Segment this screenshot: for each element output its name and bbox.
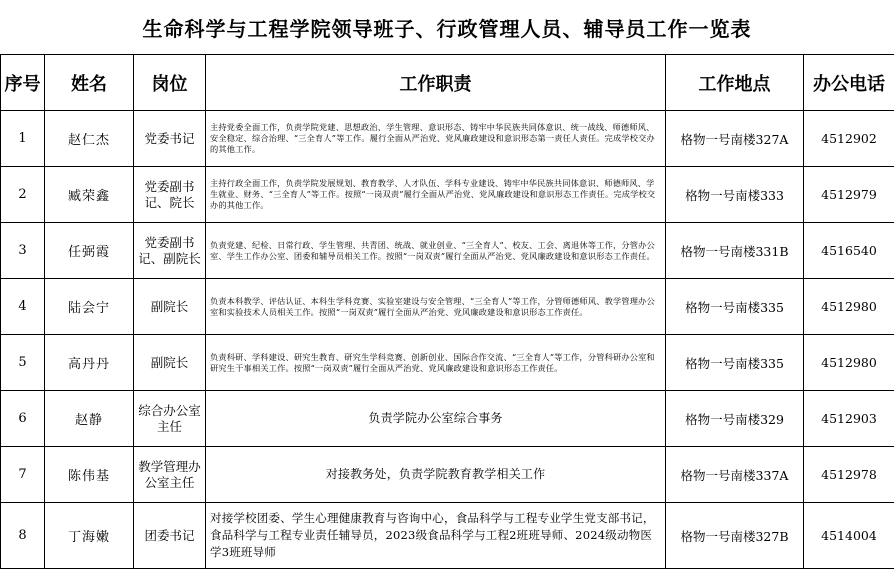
cell-location: 格物一号南楼333 xyxy=(666,167,804,223)
table-row xyxy=(1,167,894,223)
cell-num: 1 xyxy=(1,111,45,167)
header-duty: 工作职责 xyxy=(206,55,666,111)
cell-name: 丁海嫩 xyxy=(45,503,134,569)
header-num: 序号 xyxy=(1,55,45,111)
cell-phone: 4514004 xyxy=(804,503,894,569)
staff-table xyxy=(0,54,894,569)
cell-num: 2 xyxy=(1,167,45,223)
header-location: 工作地点 xyxy=(666,55,804,111)
cell-num: 3 xyxy=(1,223,45,279)
cell-location: 格物一号南楼331B xyxy=(666,223,804,279)
header-name: 姓名 xyxy=(45,55,134,111)
table-row xyxy=(1,391,894,447)
cell-phone: 4512980 xyxy=(804,279,894,335)
cell-post: 副院长 xyxy=(134,335,206,391)
cell-name: 陆会宁 xyxy=(45,279,134,335)
cell-phone: 4512902 xyxy=(804,111,894,167)
cell-name: 陈伟基 xyxy=(45,447,134,503)
cell-location: 格物一号南楼327A xyxy=(666,111,804,167)
cell-duty: 对接教务处，负责学院教育教学相关工作 xyxy=(206,447,666,503)
table-row xyxy=(1,503,894,569)
cell-post: 党委副书记、副院长 xyxy=(134,223,206,279)
cell-name: 任弼霞 xyxy=(45,223,134,279)
cell-duty: 主持行政全面工作，负责学院发展规划、教育教学、人才队伍、学科专业建设、铸牢中华民族共同体意识、师德师风、学生就业、财务、“三全育人”等工作。按照“一岗双责”履行全面从严治党、党风廉政建设和意识形态工作责任。完成学校交办的其他工作。 xyxy=(206,167,666,223)
cell-post: 团委书记 xyxy=(134,503,206,569)
cell-duty: 负责学院办公室综合事务 xyxy=(206,391,666,447)
table-row xyxy=(1,223,894,279)
cell-post: 综合办公室主任 xyxy=(134,391,206,447)
cell-phone: 4512980 xyxy=(804,335,894,391)
cell-phone: 4512903 xyxy=(804,391,894,447)
cell-location: 格物一号南楼327B xyxy=(666,503,804,569)
cell-duty: 负责本科教学、评估认证、本科生学科竞赛、实验室建设与安全管理、“三全育人”等工作，分管师德师风、教学管理办公室和实验技术人员相关工作。按照“一岗双责”履行全面从严治党、党风廉政建设和意识形态工作责任。 xyxy=(206,279,666,335)
table-row xyxy=(1,335,894,391)
cell-location: 格物一号南楼335 xyxy=(666,335,804,391)
cell-post: 副院长 xyxy=(134,279,206,335)
cell-post: 教学管理办公室主任 xyxy=(134,447,206,503)
cell-num: 6 xyxy=(1,391,45,447)
header-post: 岗位 xyxy=(134,55,206,111)
cell-phone: 4512979 xyxy=(804,167,894,223)
cell-duty: 对接学校团委、学生心理健康教育与咨询中心，食品科学与工程专业学生党支部书记，食品科学与工程专业责任辅导员，2023级食品科学与工程2班班导师、2024级动物医学3班班导师 xyxy=(206,503,666,569)
page-title: 生命科学与工程学院领导班子、行政管理人员、辅导员工作一览表 xyxy=(142,16,752,41)
cell-name: 赵静 xyxy=(45,391,134,447)
cell-location: 格物一号南楼335 xyxy=(666,279,804,335)
cell-location: 格物一号南楼329 xyxy=(666,391,804,447)
cell-duty: 负责党建、纪检、日常行政、学生管理、共青团、统战、就业创业、“三全育人”、校友、工会、离退休等工作，分管办公室、学生工作办公室、团委和辅导员相关工作。按照“一岗双责”履行全面从严治党、党风廉政建设和意识形态工作责任。 xyxy=(206,223,666,279)
cell-name: 臧荣鑫 xyxy=(45,167,134,223)
cell-num: 5 xyxy=(1,335,45,391)
cell-duty: 负责科研、学科建设、研究生教育、研究生学科竞赛、创新创业、国际合作交流、“三全育人”等工作，分管科研办公室和研究生干事相关工作。按照“一岗双责”履行全面从严治党、党风廉政建设和意识形态工作责任。 xyxy=(206,335,666,391)
header-phone: 办公电话 xyxy=(804,55,894,111)
cell-post: 党委副书记、院长 xyxy=(134,167,206,223)
cell-num: 4 xyxy=(1,279,45,335)
cell-phone: 4516540 xyxy=(804,223,894,279)
table-header-row xyxy=(1,55,894,111)
cell-post: 党委书记 xyxy=(134,111,206,167)
table-row xyxy=(1,279,894,335)
cell-name: 高丹丹 xyxy=(45,335,134,391)
table-row xyxy=(1,111,894,167)
cell-num: 7 xyxy=(1,447,45,503)
cell-name: 赵仁杰 xyxy=(45,111,134,167)
cell-location: 格物一号南楼337A xyxy=(666,447,804,503)
table-row xyxy=(1,447,894,503)
cell-duty: 主持党委全面工作，负责学院党建、思想政治、学生管理、意识形态、铸牢中华民族共同体意识、统一战线、师德师风、安全稳定、综合治理、“三全育人”等工作。履行全面从严治党、党风廉政建设和意识形态第一责任人责任。完成学校交办的其他工作。 xyxy=(206,111,666,167)
cell-num: 8 xyxy=(1,503,45,569)
cell-phone: 4512978 xyxy=(804,447,894,503)
